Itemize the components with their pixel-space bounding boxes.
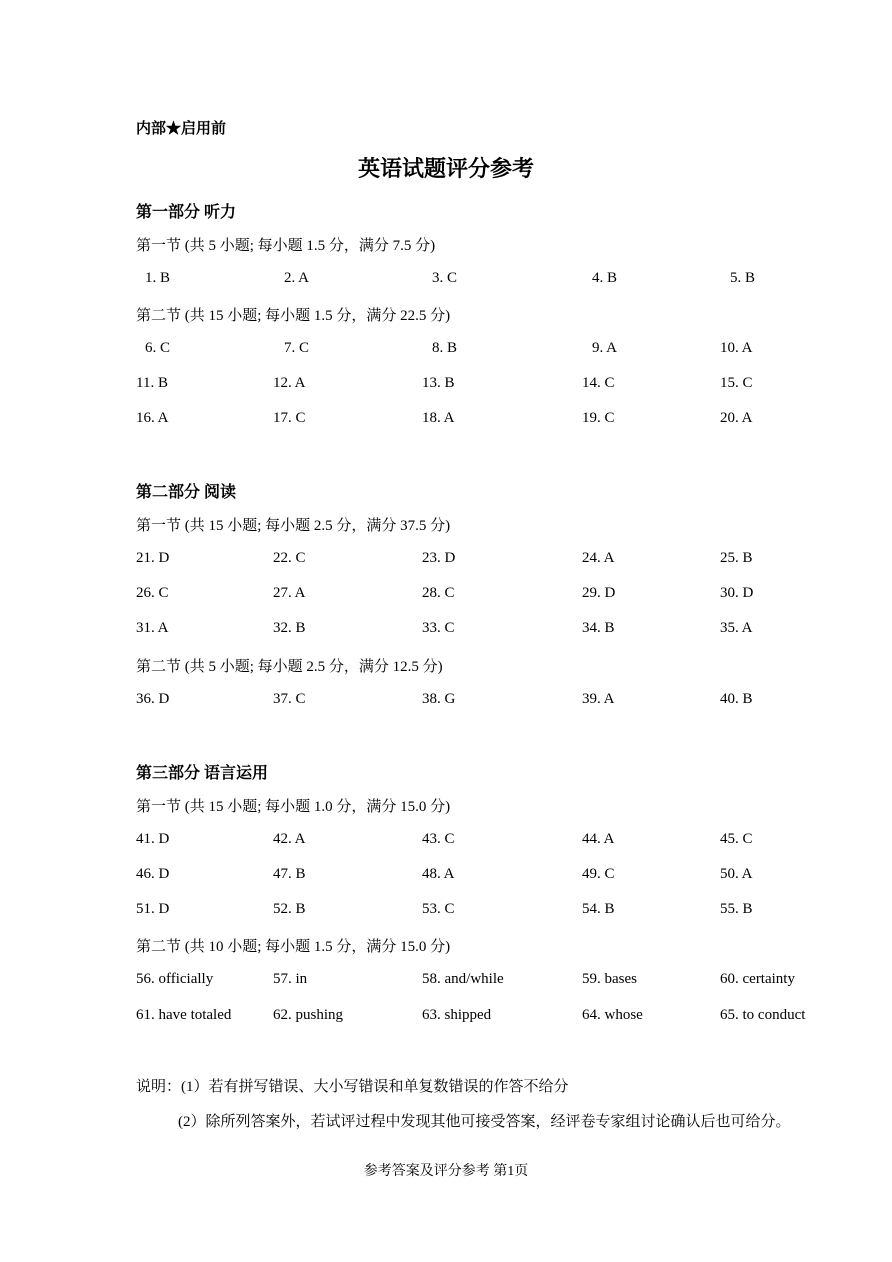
- section-label: 第二节 (共 10 小题; 每小题 1.5 分，满分 15.0 分): [136, 939, 451, 955]
- answer-item: 32. B: [273, 620, 306, 636]
- answer-item: 58. and/while: [422, 971, 504, 987]
- answer-item: 12. A: [273, 375, 306, 391]
- answer-item: 1. B: [145, 270, 171, 286]
- answer-item: 64. whose: [582, 1007, 643, 1023]
- answer-item: 22. C: [273, 550, 306, 566]
- answer-item: 57. in: [273, 971, 308, 987]
- answer-item: 14. C: [582, 375, 615, 391]
- answer-item: 30. D: [720, 585, 754, 601]
- answer-item: 16. A: [136, 410, 169, 426]
- answer-item: 34. B: [582, 620, 615, 636]
- answer-item: 24. A: [582, 550, 615, 566]
- answer-item: 36. D: [136, 691, 170, 707]
- answer-item: 23. D: [422, 550, 456, 566]
- answer-item: 11. B: [136, 375, 168, 391]
- answer-item: 40. B: [720, 691, 753, 707]
- answer-item: 9. A: [592, 340, 618, 356]
- answer-item: 33. C: [422, 620, 455, 636]
- answer-item: 37. C: [273, 691, 306, 707]
- answer-item: 10. A: [720, 340, 753, 356]
- answer-item: 42. A: [273, 831, 306, 847]
- answer-item: 49. C: [582, 866, 615, 882]
- answer-item: 18. A: [422, 410, 455, 426]
- answer-item: 47. B: [273, 866, 306, 882]
- answer-item: 35. A: [720, 620, 753, 636]
- part-heading-reading: 第二部分 阅读: [136, 484, 237, 501]
- answer-item: 19. C: [582, 410, 615, 426]
- page-title: 英语试题评分参考: [357, 156, 534, 181]
- answer-item: 65. to conduct: [720, 1007, 806, 1023]
- answer-item: 21. D: [136, 550, 170, 566]
- answer-item: 43. C: [422, 831, 455, 847]
- note-line-2: (2）除所列答案外，若试评过程中发现其他可接受答案，经评卷专家组讨论确认后也可给分。: [178, 1114, 791, 1130]
- answer-item: 51. D: [136, 901, 170, 917]
- answer-item: 63. shipped: [422, 1007, 492, 1023]
- answer-item: 62. pushing: [273, 1007, 344, 1023]
- answer-item: 61. have totaled: [136, 1007, 232, 1023]
- answer-item: 20. A: [720, 410, 753, 426]
- confidential-label: 内部★启用前: [136, 121, 227, 137]
- answer-item: 28. C: [422, 585, 455, 601]
- part-heading-listening: 第一部分 听力: [136, 204, 237, 221]
- answer-item: 44. A: [582, 831, 615, 847]
- answer-item: 13. B: [422, 375, 455, 391]
- answer-item: 2. A: [284, 270, 310, 286]
- answer-item: 38. G: [422, 691, 456, 707]
- answer-item: 48. A: [422, 866, 455, 882]
- note-line-1: 说明：(1）若有拼写错误、大小写错误和单复数错误的作答不给分: [136, 1079, 569, 1095]
- section-label: 第一节 (共 15 小题; 每小题 1.0 分，满分 15.0 分): [136, 799, 451, 815]
- answer-item: 26. C: [136, 585, 169, 601]
- answer-item: 59. bases: [582, 971, 637, 987]
- page-footer: 参考答案及评分参考 第1页: [363, 1164, 529, 1179]
- answer-item: 6. C: [145, 340, 171, 356]
- answer-item: 17. C: [273, 410, 306, 426]
- answer-item: 46. D: [136, 866, 170, 882]
- answer-item: 60. certainty: [720, 971, 795, 987]
- answer-item: 39. A: [582, 691, 615, 707]
- answer-item: 52. B: [273, 901, 306, 917]
- answer-item: 27. A: [273, 585, 306, 601]
- answer-item: 56. officially: [136, 971, 214, 987]
- answer-item: 53. C: [422, 901, 455, 917]
- section-label: 第二节 (共 15 小题; 每小题 1.5 分，满分 22.5 分): [136, 308, 451, 324]
- answer-item: 25. B: [720, 550, 753, 566]
- answer-item: 15. C: [720, 375, 753, 391]
- answer-item: 8. B: [432, 340, 458, 356]
- answer-item: 3. C: [432, 270, 458, 286]
- answer-item: 41. D: [136, 831, 170, 847]
- answer-item: 29. D: [582, 585, 616, 601]
- answer-item: 45. C: [720, 831, 753, 847]
- answer-item: 55. B: [720, 901, 753, 917]
- answer-item: 7. C: [284, 340, 310, 356]
- answer-item: 54. B: [582, 901, 615, 917]
- part-heading-language-use: 第三部分 语言运用: [136, 765, 269, 782]
- section-label: 第一节 (共 15 小题; 每小题 2.5 分，满分 37.5 分): [136, 518, 451, 534]
- answer-item: 50. A: [720, 866, 753, 882]
- answer-item: 31. A: [136, 620, 169, 636]
- section-label: 第一节 (共 5 小题; 每小题 1.5 分，满分 7.5 分): [136, 238, 436, 254]
- answer-item: 4. B: [592, 270, 618, 286]
- section-label: 第二节 (共 5 小题; 每小题 2.5 分，满分 12.5 分): [136, 659, 443, 675]
- answer-item: 5. B: [730, 270, 756, 286]
